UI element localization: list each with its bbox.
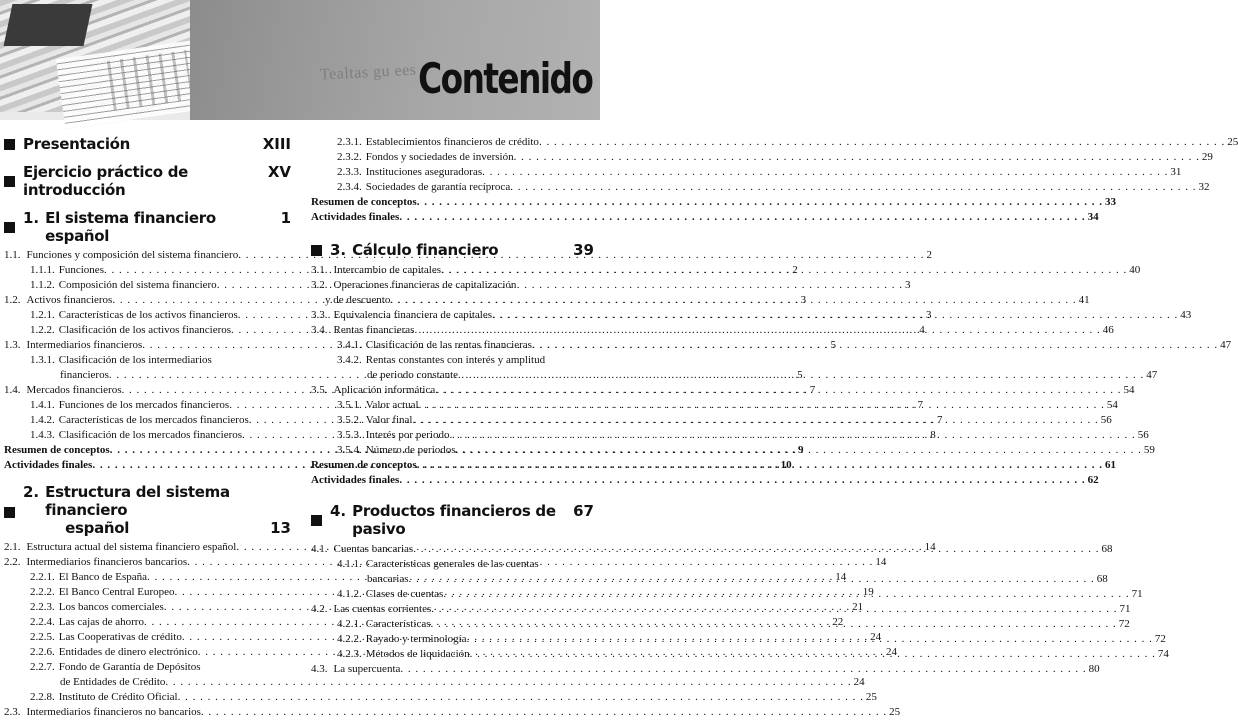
entry-text: financieros bbox=[60, 369, 109, 381]
toc-entry[interactable] bbox=[311, 263, 1141, 278]
entry-text: y de descuento bbox=[325, 294, 391, 306]
entry-page: 72 bbox=[1118, 618, 1130, 630]
toc-entry[interactable] bbox=[311, 557, 594, 572]
dot-leader bbox=[470, 647, 1156, 662]
entry-number: 2.2.4. bbox=[30, 616, 55, 628]
toc-entry[interactable] bbox=[311, 195, 1116, 210]
chapter-page: 13 bbox=[270, 519, 291, 537]
entry-number: 2.2.2. bbox=[30, 586, 55, 598]
entry-text: bancarias bbox=[367, 573, 409, 585]
toc-entry[interactable] bbox=[4, 675, 865, 690]
toc-entry[interactable] bbox=[311, 293, 1090, 308]
entry-page: 41 bbox=[1078, 294, 1090, 306]
bullet-square-icon bbox=[4, 222, 15, 233]
entry-text: Las Cooperativas de crédito bbox=[58, 631, 182, 643]
dot-leader bbox=[419, 398, 1105, 413]
entry-text: Fondo de Garantía de Depósitos bbox=[58, 661, 201, 673]
entry-number: 3.4. bbox=[311, 324, 328, 336]
bullet-square-icon bbox=[4, 507, 15, 518]
entry-page: 14 bbox=[924, 541, 936, 553]
toc-entry[interactable] bbox=[311, 383, 1135, 398]
toc-entry[interactable] bbox=[311, 323, 1114, 338]
dot-leader bbox=[409, 572, 1095, 587]
chapter-4[interactable] bbox=[311, 502, 594, 538]
entry-text: Características de los activos financieros bbox=[58, 309, 238, 321]
toc-entry[interactable] bbox=[311, 278, 594, 293]
entry-number: 1.1. bbox=[4, 249, 21, 261]
entry-page: 10 bbox=[780, 459, 792, 471]
entry-text: Intermediarios financieros bbox=[26, 339, 143, 351]
entry-page: 3 bbox=[926, 309, 932, 321]
bullet-square-icon bbox=[311, 515, 322, 526]
entry-text: Actividades finales bbox=[311, 211, 400, 223]
dot-leader bbox=[414, 323, 1100, 338]
entry-page: 74 bbox=[1157, 648, 1169, 660]
bullet-square-icon bbox=[311, 245, 322, 256]
dot-leader bbox=[441, 263, 1127, 278]
toc-entry[interactable] bbox=[4, 353, 291, 368]
entry-number: 1.4.2. bbox=[30, 414, 55, 426]
entry-page: 59 bbox=[1143, 444, 1155, 456]
entry-text: Operaciones financieras de capitalización bbox=[333, 279, 517, 291]
dot-leader bbox=[417, 195, 1103, 210]
dot-leader bbox=[413, 542, 1099, 557]
entry-number: 4.1. bbox=[311, 543, 328, 555]
entry-page: 7 bbox=[936, 414, 943, 426]
entry-text: Resumen de conceptos bbox=[311, 196, 417, 208]
entry-page: 71 bbox=[1119, 603, 1131, 615]
chapter-page: 1 bbox=[280, 209, 291, 227]
dot-leader bbox=[400, 662, 1086, 677]
entry-page: 14 bbox=[875, 556, 887, 568]
entry-number: 3.4.1. bbox=[337, 339, 362, 351]
entry-page: 40 bbox=[1129, 264, 1141, 276]
entry-number: 4.2.2. bbox=[337, 633, 362, 645]
entry-page: 33 bbox=[1104, 196, 1116, 208]
dot-leader bbox=[390, 293, 1076, 308]
chapter-title: El sistema financiero español bbox=[45, 209, 216, 245]
entry-text: Entidades de dinero electrónico bbox=[58, 646, 198, 658]
chapter-ejercicio[interactable] bbox=[4, 163, 291, 199]
chapter-title: Estructura del sistema financiero bbox=[45, 483, 230, 519]
entry-number: 4.2.1. bbox=[337, 618, 362, 630]
entry-page: 34 bbox=[1087, 211, 1099, 223]
entry-number: 2.2.3. bbox=[30, 601, 55, 613]
entry-text: Valor final bbox=[365, 414, 413, 426]
entry-number: 3.3. bbox=[311, 309, 328, 321]
toc-entry[interactable] bbox=[311, 338, 1232, 353]
entry-page: 24 bbox=[885, 646, 897, 658]
dot-leader bbox=[178, 690, 864, 705]
entry-page: 68 bbox=[1101, 543, 1113, 555]
entry-number: 4.2.3. bbox=[337, 648, 362, 660]
entry-text: de periodo constante bbox=[367, 369, 459, 381]
toc-entry[interactable] bbox=[311, 180, 1210, 195]
dot-leader bbox=[399, 473, 1085, 488]
entry-page: 61 bbox=[1104, 459, 1116, 471]
entry-text: Número de periodos bbox=[365, 444, 456, 456]
entry-page: 62 bbox=[1087, 474, 1099, 486]
entry-text: Características bbox=[365, 618, 431, 630]
chapter-number: 2. bbox=[23, 483, 40, 501]
entry-page: 24 bbox=[853, 676, 865, 688]
chapter-title: Presentación bbox=[23, 135, 131, 153]
entry-page: 80 bbox=[1088, 663, 1100, 675]
toc-entry[interactable] bbox=[311, 428, 1149, 443]
chapter-title: Cálculo financiero bbox=[352, 241, 499, 259]
entry-text: Clases de cuentas bbox=[365, 588, 444, 600]
dot-leader bbox=[467, 632, 1153, 647]
entry-text: de Entidades de Crédito bbox=[60, 676, 166, 688]
entry-number: 2.2.6. bbox=[30, 646, 55, 658]
entry-text: Clasificación de los mercados financieros bbox=[58, 429, 243, 441]
chapter-number: 4. bbox=[330, 502, 347, 520]
entry-page: 19 bbox=[862, 586, 874, 598]
entry-number: 1.1.1. bbox=[30, 264, 55, 276]
chapter-title: Ejercicio práctico de introducción bbox=[23, 163, 189, 199]
entry-page: 9 bbox=[797, 444, 804, 456]
chapter-number: 1. bbox=[23, 209, 40, 227]
entry-text: Instituciones aseguradoras bbox=[365, 166, 483, 178]
entry-text: Sociedades de garantía recíproca bbox=[365, 181, 511, 193]
entry-page: 21 bbox=[852, 601, 864, 613]
chapter-1[interactable] bbox=[4, 209, 291, 245]
entry-text: Intermediarios financieros bancarios bbox=[26, 556, 188, 568]
ghost-text: Tealtas gu ees bbox=[319, 61, 417, 84]
chapter-page: XV bbox=[267, 163, 291, 181]
entry-number: 3.4.2. bbox=[337, 354, 362, 366]
toc-entry[interactable] bbox=[311, 150, 1213, 165]
chapter-2-continued-entries bbox=[311, 135, 1238, 225]
entry-page: 3 bbox=[904, 279, 911, 291]
dot-leader bbox=[443, 587, 1129, 602]
entry-number: 1.2.2. bbox=[30, 324, 55, 336]
chapter-page: 67 bbox=[573, 502, 594, 520]
entry-number: 3.2. bbox=[311, 279, 328, 291]
toc-entry[interactable] bbox=[311, 308, 1192, 323]
entry-page: 14 bbox=[835, 571, 847, 583]
entry-text: Fondos y sociedades de inversión bbox=[365, 151, 514, 163]
entry-text: Intercambio de capitales bbox=[333, 264, 442, 276]
entry-text: Funciones de los mercados financieros bbox=[58, 399, 230, 411]
entry-text: Establecimientos financieros de crédito bbox=[365, 136, 539, 148]
entry-number: 3.5.3. bbox=[337, 429, 362, 441]
toc-entry[interactable] bbox=[311, 210, 1099, 225]
entry-text: Rayado y terminología bbox=[365, 633, 467, 645]
dot-leader bbox=[456, 443, 1142, 458]
entry-text: Clasificación de las rentas financieras bbox=[365, 339, 532, 351]
dot-leader bbox=[510, 180, 1196, 195]
entry-number: 2.2.8. bbox=[30, 691, 55, 703]
entry-text: Interés por periodo bbox=[365, 429, 450, 441]
entry-number: 4.3. bbox=[311, 663, 328, 675]
toc-entry[interactable] bbox=[311, 662, 1100, 677]
chapter-page: 39 bbox=[573, 241, 594, 259]
entry-number: 3.5. bbox=[311, 384, 328, 396]
page-title: Contenido bbox=[417, 54, 592, 103]
entry-text: Resumen de conceptos bbox=[4, 444, 110, 456]
entry-text: Aplicación informática bbox=[333, 384, 436, 396]
dot-leader bbox=[435, 383, 1121, 398]
entry-text: Los bancos comerciales bbox=[58, 601, 164, 613]
entry-number: 4.1.1. bbox=[337, 558, 362, 570]
entry-page: 24 bbox=[870, 631, 882, 643]
toc-entry[interactable] bbox=[4, 690, 877, 705]
entry-text: Funciones y composición del sistema financiero bbox=[26, 249, 239, 261]
entry-page: 3 bbox=[800, 294, 807, 306]
dot-leader bbox=[165, 675, 851, 690]
entry-page: 47 bbox=[1220, 339, 1232, 351]
entry-text: Mercados financieros bbox=[26, 384, 122, 396]
entry-number: 1.4.3. bbox=[30, 429, 55, 441]
entry-number: 2.2.1. bbox=[30, 571, 55, 583]
toc-entry[interactable] bbox=[311, 135, 1238, 150]
cover-photo bbox=[0, 0, 190, 112]
entry-number: 2.3.1. bbox=[337, 136, 362, 148]
entry-page: 25 bbox=[865, 691, 877, 703]
dot-leader bbox=[449, 428, 1135, 443]
entry-page: 72 bbox=[1154, 633, 1166, 645]
entry-page: 71 bbox=[1131, 588, 1143, 600]
entry-number: 1.1.2. bbox=[30, 279, 55, 291]
toc-entry[interactable] bbox=[4, 705, 901, 720]
chapter-title-line2: español bbox=[65, 519, 130, 537]
entry-number: 1.4.1. bbox=[30, 399, 55, 411]
entry-page: 68 bbox=[1096, 573, 1108, 585]
chapter-title: Productos financieros de pasivo bbox=[352, 502, 556, 538]
entry-number: 2.3.4. bbox=[337, 181, 362, 193]
toc-entry[interactable] bbox=[311, 443, 1155, 458]
entry-text: Resumen de conceptos bbox=[311, 459, 417, 471]
entry-number: 1.3. bbox=[4, 339, 21, 351]
toc-entry[interactable] bbox=[4, 660, 291, 675]
entry-page: 29 bbox=[1201, 151, 1213, 163]
toc-entry[interactable] bbox=[311, 473, 1099, 488]
entry-number: 2.3.3. bbox=[337, 166, 362, 178]
dot-leader bbox=[201, 705, 887, 720]
entry-text: Rentas constantes con interés y amplitud bbox=[365, 354, 546, 366]
chapter-3[interactable] bbox=[311, 241, 594, 259]
entry-number: 4.1.2. bbox=[337, 588, 362, 600]
entry-number: 1.2.1. bbox=[30, 309, 55, 321]
entry-text: Instituto de Crédito Oficial bbox=[58, 691, 178, 703]
dot-leader bbox=[412, 413, 1098, 428]
entry-number: 2.3. bbox=[4, 706, 21, 718]
entry-number: 1.3.1. bbox=[30, 354, 55, 366]
dot-leader bbox=[532, 338, 1218, 353]
entry-page: 25 bbox=[1227, 136, 1238, 148]
entry-page: 31 bbox=[1170, 166, 1182, 178]
dot-leader bbox=[492, 308, 1178, 323]
dot-leader bbox=[431, 617, 1117, 632]
toc-entry[interactable] bbox=[311, 165, 1182, 180]
entry-page: 54 bbox=[1123, 384, 1135, 396]
entry-text: Composición del sistema financiero bbox=[58, 279, 217, 291]
entry-number: 4.2. bbox=[311, 603, 328, 615]
entry-number: 3.1. bbox=[311, 264, 328, 276]
chapter-presentacion[interactable] bbox=[4, 135, 291, 153]
entry-text: Características generales de las cuentas bbox=[365, 558, 539, 570]
entry-number: 3.5.1. bbox=[337, 399, 362, 411]
toc-entry[interactable] bbox=[311, 413, 1112, 428]
entry-text: Clasificación de los activos financieros bbox=[58, 324, 232, 336]
chapter-2[interactable] bbox=[4, 483, 291, 537]
entry-text: La supercuenta bbox=[333, 663, 401, 675]
entry-page: 4 bbox=[919, 324, 925, 336]
entry-text: El Banco de España bbox=[58, 571, 148, 583]
entry-page: 5 bbox=[797, 369, 803, 381]
dot-leader bbox=[431, 602, 1117, 617]
entry-page: 8 bbox=[930, 429, 936, 441]
entry-text: Estructura actual del sistema financiero español bbox=[26, 541, 237, 553]
entry-number: 2.2.7. bbox=[30, 661, 55, 673]
entry-page: 2 bbox=[926, 249, 932, 261]
chapter-page: XIII bbox=[262, 135, 291, 153]
toc-entry[interactable] bbox=[311, 353, 594, 368]
entry-page: 7 bbox=[809, 384, 816, 396]
entry-number: 2.3.2. bbox=[337, 151, 362, 163]
entry-text: Actividades finales bbox=[311, 474, 400, 486]
chapter-number: 3. bbox=[330, 241, 347, 259]
entry-text: Clasificación de los intermediarios bbox=[58, 354, 212, 366]
entry-page: 25 bbox=[889, 706, 901, 718]
entry-text: Funciones bbox=[58, 264, 104, 276]
entry-text: Características de los mercados financieros bbox=[58, 414, 249, 426]
dot-leader bbox=[417, 458, 1103, 473]
bullet-square-icon bbox=[4, 139, 15, 150]
entry-page: 47 bbox=[1146, 369, 1158, 381]
dot-leader bbox=[539, 135, 1225, 150]
entry-number: 3.5.4. bbox=[337, 444, 362, 456]
entry-number: 1.2. bbox=[4, 294, 21, 306]
header-banner bbox=[0, 0, 600, 120]
entry-page: 43 bbox=[1180, 309, 1192, 321]
toc-entry[interactable] bbox=[311, 398, 1118, 413]
dot-leader bbox=[458, 368, 1144, 383]
entry-text: Métodos de liquidación bbox=[365, 648, 470, 660]
toc-entry[interactable] bbox=[311, 368, 1158, 383]
entry-number: 1.4. bbox=[4, 384, 21, 396]
entry-text: Cuentas bancarias bbox=[333, 543, 414, 555]
entry-page: 5 bbox=[830, 339, 837, 351]
entry-number: 2.2.5. bbox=[30, 631, 55, 643]
entry-page: 56 bbox=[1100, 414, 1112, 426]
entry-number: 2.2. bbox=[4, 556, 21, 568]
entry-page: 2 bbox=[792, 264, 798, 276]
entry-page: 7 bbox=[917, 399, 923, 411]
entry-text: Rentas financieras bbox=[333, 324, 415, 336]
entry-text: Valor actual bbox=[365, 399, 419, 411]
entry-page: 46 bbox=[1102, 324, 1114, 336]
entry-number: 2.1. bbox=[4, 541, 21, 553]
entry-text: Equivalencia financiera de capitales bbox=[333, 309, 492, 321]
entry-page: 22 bbox=[832, 616, 844, 628]
entry-text: Las cuentas corrientes bbox=[333, 603, 432, 615]
entry-page: 54 bbox=[1106, 399, 1118, 411]
entry-text: El Banco Central Europeo bbox=[58, 586, 175, 598]
entry-page: 32 bbox=[1198, 181, 1210, 193]
entry-page: 56 bbox=[1137, 429, 1149, 441]
entry-text: Las cajas de ahorro bbox=[58, 616, 144, 628]
entry-text: Activos financieros bbox=[26, 294, 113, 306]
entry-text: Intermediarios financieros no bancarios bbox=[26, 706, 201, 718]
dot-leader bbox=[514, 150, 1200, 165]
entry-text: Actividades finales bbox=[4, 459, 93, 471]
bullet-square-icon bbox=[4, 176, 15, 187]
dot-leader bbox=[399, 210, 1085, 225]
entry-number: 3.5.2. bbox=[337, 414, 362, 426]
dot-leader bbox=[482, 165, 1168, 180]
